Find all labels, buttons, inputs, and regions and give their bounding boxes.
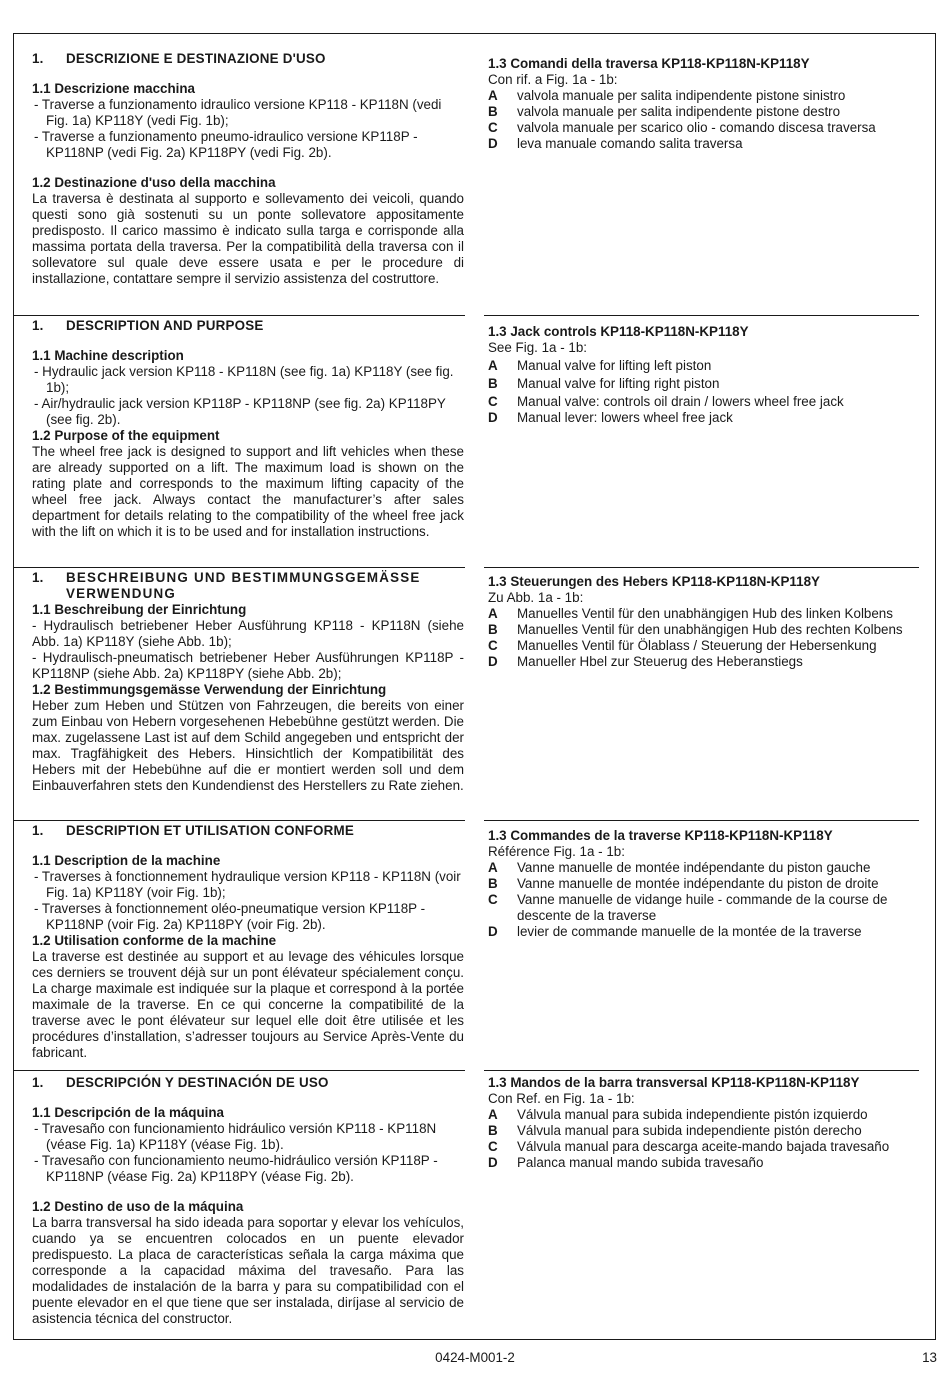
purpose-paragraph: Heber zum Heben und Stützen von Fahrzeugen, die bereits von einer zum Einbau von Hebern vorgesehenen Hebebühne gestützt werden. Die max. zugelassene Last ist auf dem Schild angegeben und entspricht der max. Tragfähigkeit des Hebers. Hinsichtlich der Kompatibilität des Hebers mit der Hebebühne auf die er montiert werden soll und dem Einbauverfahren stets den Kundendienst des Herstellers zu Rate ziehen. bbox=[32, 698, 464, 793]
controls-reference: See Fig. 1a - 1b: bbox=[488, 340, 587, 355]
section-heading bbox=[32, 823, 464, 839]
section-heading bbox=[32, 570, 464, 602]
section-left-column bbox=[32, 570, 464, 794]
section-number: 1. bbox=[32, 51, 44, 66]
section-right-column bbox=[488, 828, 920, 940]
controls-heading: 1.3 Steuerungen des Hebers KP118-KP118N-KP118Y bbox=[488, 574, 820, 589]
section-title: BESCHREIBUNG UND BESTIMMUNGSGEMÄSSE VERWENDUNG bbox=[66, 570, 421, 601]
control-item: C Manuelles Ventil für Ölablass / Steuerung der Hebersenkung bbox=[488, 638, 877, 653]
bullet-hydraulic: - Hydraulic jack version KP118 - KP118N (see fig. 1a) KP118Y (see fig. 1b); bbox=[34, 364, 454, 395]
bullet-hydraulic: - Travesaño con funcionamiento hidráulico versión KP118 - KP118N (véase Fig. 1a) KP118Y (véase Fig. 1b). bbox=[34, 1121, 437, 1152]
control-item: A valvola manuale per salita indipendente pistone sinistro bbox=[488, 88, 846, 103]
control-item: A Manuelles Ventil für den unabhängigen Hub des linken Kolbens bbox=[488, 606, 893, 621]
section-right-column bbox=[488, 56, 920, 152]
section-left-column bbox=[32, 51, 464, 287]
section-left-column bbox=[32, 823, 464, 1061]
divider-right bbox=[484, 820, 919, 821]
page-number: 13 bbox=[922, 1350, 937, 1365]
control-item: C Vanne manuelle de vidange huile - commande de la course de descente de la traverse bbox=[488, 892, 888, 923]
control-item: A Válvula manual para subida independiente pistón izquierdo bbox=[488, 1107, 868, 1122]
section-number: 1. bbox=[32, 318, 44, 333]
control-item: D Manueller Hbel zur Steuerug des Heberanstiegs bbox=[488, 654, 803, 669]
subheading-description: 1.1 Machine description bbox=[32, 348, 184, 363]
purpose-paragraph: The wheel free jack is designed to support and lift vehicles when these are already supported on a lift. The maximum load is shown on the rating plate and corresponds to the maximum lifting capacity of the wheel free jack. Always contact the manufacturer’s after sales department for details relating to the compatibility of the wheel free jack with the lift on which it is to be used and for installation instructions. bbox=[32, 444, 464, 539]
section-left-column bbox=[32, 1075, 464, 1327]
purpose-paragraph: La barra transversal ha sido ideada para soportar y elevar los vehículos, cuando ya se encuentren colocados en un puente elevador predispuesto. La placa de características señala la carga máxima que corresponde a la capacidad máxima del travesaño. Para las modalidades de instalación de la barra y para su compatibilidad con el puente elevador en el que tiene que ser instalada, diríjase al servicio de asistencia técnica del constructor. bbox=[32, 1215, 464, 1326]
section-right-column bbox=[488, 1075, 920, 1171]
control-item: C valvola manuale per scarico olio - comando discesa traversa bbox=[488, 120, 876, 135]
document-code: 0424-M001-2 bbox=[435, 1350, 515, 1365]
purpose-paragraph: La traversa è destinata al supporto e sollevamento dei veicoli, quando questi sono già sostenuti su un ponte sollevatore appositamente predisposto. Il carico massimo è indicato sulla targa e corrisponde alla massima portata della traversa. Per la compatibilità della traversa con il sollevatore sul quale deve essere usata e per le procedure di installazione, contattare sempre il servizio assistenza del costruttore. bbox=[32, 191, 464, 286]
section-title: DESCRIZIONE E DESTINAZIONE D'USO bbox=[66, 51, 326, 66]
subheading-description: 1.1 Descrizione macchina bbox=[32, 81, 195, 96]
subheading-purpose: 1.2 Purpose of the equipment bbox=[32, 428, 220, 443]
divider-left bbox=[14, 567, 465, 568]
control-item: C Manual valve: controls oil drain / lowers wheel free jack bbox=[488, 394, 844, 409]
controls-reference: Référence Fig. 1a - 1b: bbox=[488, 844, 625, 859]
subheading-description: 1.1 Descripción de la máquina bbox=[32, 1105, 225, 1120]
control-item: B Vanne manuelle de montée indépendante du piston de droite bbox=[488, 876, 879, 891]
section-number: 1. bbox=[32, 570, 44, 585]
bullet-pneumatic: - Hydraulisch-pneumatisch betriebener Heber Ausführungen KP118P - KP118NP (siehe Abb. 2a) KP118PY (siehe Abb. 2b); bbox=[32, 650, 464, 681]
bullet-pneumatic: - Traverses à fonctionnement oléo-pneumatique version KP118P - KP118NP (voir Fig. 2a) KP118PY (voir Fig. 2b). bbox=[34, 901, 426, 932]
control-item: B valvola manuale per salita indipendente pistone destro bbox=[488, 104, 841, 119]
divider-left bbox=[14, 1070, 465, 1071]
section-right-column bbox=[488, 324, 920, 426]
controls-heading: 1.3 Mandos de la barra transversal KP118-KP118N-KP118Y bbox=[488, 1075, 860, 1090]
subheading-purpose: 1.2 Utilisation conforme de la machine bbox=[32, 933, 277, 948]
subheading-description: 1.1 Description de la machine bbox=[32, 853, 221, 868]
section-number: 1. bbox=[32, 823, 44, 838]
divider-right bbox=[484, 315, 919, 316]
bullet-pneumatic: - Travesaño con funcionamiento neumo-hidráulico versión KP118P - KP118NP (véase Fig. 2a) KP118PY (véase Fig. 2b). bbox=[34, 1153, 438, 1184]
page-frame bbox=[13, 33, 936, 1340]
divider-left bbox=[14, 820, 465, 821]
control-item: C Válvula manual para descarga aceite-mando bajada travesaño bbox=[488, 1139, 890, 1154]
bullet-hydraulic: - Hydraulisch betriebener Heber Ausführung KP118 - KP118N (siehe Abb. 1a) KP118Y (siehe Abb. 1b); bbox=[32, 618, 464, 649]
subheading-purpose: 1.2 Destinazione d'uso della macchina bbox=[32, 175, 276, 190]
controls-reference: Con Ref. en Fig. 1a - 1b: bbox=[488, 1091, 635, 1106]
control-item: A Manual valve for lifting left piston bbox=[488, 358, 712, 373]
divider-right bbox=[484, 567, 919, 568]
section-right-column bbox=[488, 574, 920, 670]
control-item: B Manual valve for lifting right piston bbox=[488, 376, 720, 391]
bullet-hydraulic: - Traverse a funzionamento idraulico versione KP118 - KP118N (vedi Fig. 1a) KP118Y (vedi Fig. 1b); bbox=[34, 97, 442, 128]
control-item: B Válvula manual para subida independiente pistón derecho bbox=[488, 1123, 862, 1138]
divider-right bbox=[484, 1070, 919, 1071]
section-heading bbox=[32, 51, 464, 67]
section-title: DESCRIPCIÓN Y DESTINACIÓN DE USO bbox=[66, 1075, 329, 1090]
subheading-purpose: 1.2 Destino de uso de la máquina bbox=[32, 1199, 244, 1214]
control-item: D Manual lever: lowers wheel free jack bbox=[488, 410, 733, 425]
control-item: D Palanca manual mando subida travesaño bbox=[488, 1155, 764, 1170]
controls-heading: 1.3 Commandes de la traverse KP118-KP118N-KP118Y bbox=[488, 828, 833, 843]
section-left-column bbox=[32, 318, 464, 540]
divider-left bbox=[14, 315, 465, 316]
section-number: 1. bbox=[32, 1075, 44, 1090]
controls-heading: 1.3 Jack controls KP118-KP118N-KP118Y bbox=[488, 324, 749, 339]
controls-heading: 1.3 Comandi della traversa KP118-KP118N-KP118Y bbox=[488, 56, 810, 71]
bullet-hydraulic: - Traverses à fonctionnement hydraulique version KP118 - KP118N (voir Fig. 1a) KP118Y (voir Fig. 1b); bbox=[34, 869, 461, 900]
bullet-pneumatic: - Air/hydraulic jack version KP118P - KP118NP (see fig. 2a) KP118PY (see fig. 2b). bbox=[34, 396, 446, 427]
subheading-description: 1.1 Beschreibung der Einrichtung bbox=[32, 602, 247, 617]
purpose-paragraph: La traverse est destinée au support et au levage des véhicules lorsque ces derniers se trouvent déjà sur un pont élévateur spécialement conçu. La charge maximale est indiquée sur la plaque et correspond à la portée maximale de la traverse. En ce qui concerne la compatibilité de la traverse avec le pont élévateur sur lequel elle doit être utilisée et les procédures d’installation, s’adresser toujours au Service Après-Vente du fabricant. bbox=[32, 949, 464, 1060]
control-item: B Manuelles Ventil für den unabhängigen Hub des rechten Kolbens bbox=[488, 622, 903, 637]
control-item: D levier de commande manuelle de la montée de la traverse bbox=[488, 924, 862, 939]
bullet-pneumatic: - Traverse a funzionamento pneumo-idraulico versione KP118P - KP118NP (vedi Fig. 2a) KP118PY (vedi Fig. 2b). bbox=[34, 129, 418, 160]
subheading-purpose: 1.2 Bestimmungsgemässe Verwendung der Einrichtung bbox=[32, 682, 387, 697]
control-item: A Vanne manuelle de montée indépendante du piston gauche bbox=[488, 860, 871, 875]
section-title: DESCRIPTION AND PURPOSE bbox=[66, 318, 264, 333]
control-item: D leva manuale comando salita traversa bbox=[488, 136, 743, 151]
controls-reference: Con rif. a Fig. 1a - 1b: bbox=[488, 72, 618, 87]
section-title: DESCRIPTION ET UTILISATION CONFORME bbox=[66, 823, 354, 838]
controls-reference: Zu Abb. 1a - 1b: bbox=[488, 590, 584, 605]
section-heading bbox=[32, 318, 464, 334]
section-heading bbox=[32, 1075, 464, 1091]
